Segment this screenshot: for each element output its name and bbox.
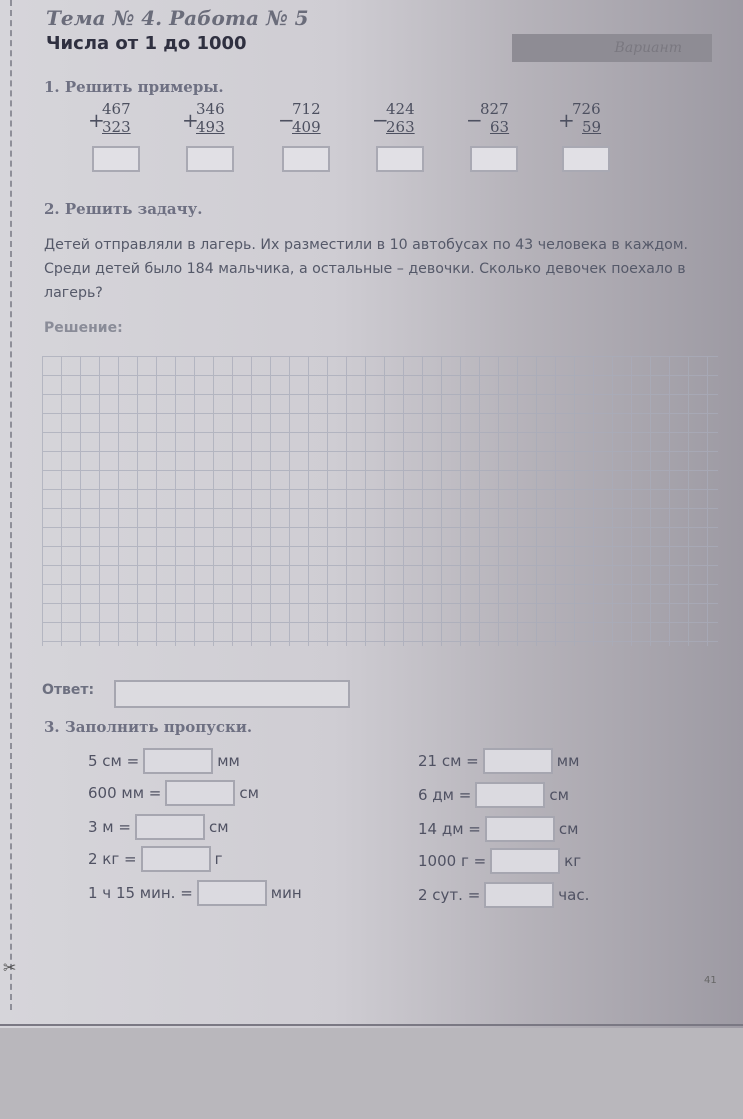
- conversion-lhs: 3 м =: [88, 818, 131, 836]
- conversion-row: [418, 748, 579, 774]
- conversion-input[interactable]: [165, 780, 235, 806]
- example-1: [88, 98, 148, 172]
- example-sign: −: [278, 108, 295, 132]
- cut-line: [10, 0, 12, 1010]
- conversion-lhs: 5 см =: [88, 752, 140, 770]
- conversion-row: [88, 748, 240, 774]
- conversion-input[interactable]: [135, 814, 205, 840]
- example-sign: +: [88, 108, 105, 132]
- conversion-input[interactable]: [141, 846, 211, 872]
- conversion-lhs: 1000 г =: [418, 852, 487, 870]
- book-edge: [0, 1024, 743, 1026]
- conversion-input[interactable]: [485, 816, 555, 842]
- conversion-input[interactable]: [490, 848, 560, 874]
- conversion-unit: г: [214, 850, 223, 868]
- example-5: [466, 98, 526, 172]
- answer-box[interactable]: [186, 146, 234, 172]
- answer-box[interactable]: [92, 146, 140, 172]
- example-2: [182, 98, 242, 172]
- example-operand-a: 827: [480, 100, 509, 118]
- example-operand-a: 712: [292, 100, 321, 118]
- example-operand-b: 493: [196, 118, 225, 136]
- conversion-unit: см: [208, 818, 229, 836]
- example-operand-b: 409: [292, 118, 321, 136]
- conversion-lhs: 1 ч 15 мин. =: [88, 884, 193, 902]
- conversion-input[interactable]: [484, 882, 554, 908]
- example-operand-b: 63: [490, 118, 510, 136]
- example-operand-b: 59: [582, 118, 602, 136]
- example-4: [372, 98, 432, 172]
- conversion-row: [418, 816, 578, 842]
- solution-label: Решение:: [44, 320, 123, 336]
- example-sign: −: [372, 108, 389, 132]
- answer-box[interactable]: [282, 146, 330, 172]
- conversion-row: [418, 882, 589, 908]
- conversion-input[interactable]: [197, 880, 267, 906]
- page-subtitle: Числа от 1 до 1000: [46, 33, 247, 54]
- example-operand-a: 467: [102, 100, 131, 118]
- example-operand-a: 346: [196, 100, 225, 118]
- conversion-unit: кг: [564, 852, 582, 870]
- conversion-lhs: 600 мм =: [88, 784, 162, 802]
- example-operand-a: 424: [386, 100, 415, 118]
- conversion-row: [88, 846, 222, 872]
- example-3: [278, 98, 338, 172]
- conversion-unit: час.: [558, 886, 590, 904]
- conversion-lhs: 2 сут. =: [418, 886, 481, 904]
- page-title: Тема № 4. Работа № 5: [46, 6, 309, 30]
- example-sign: −: [466, 108, 483, 132]
- conversion-unit: мин: [270, 884, 302, 902]
- conversion-unit: мм: [217, 752, 240, 770]
- task3-title: 3. Заполнить пропуски.: [44, 718, 253, 736]
- variant-badge: Вариант: [512, 34, 712, 62]
- example-sign: +: [182, 108, 199, 132]
- answer-input[interactable]: [114, 680, 350, 708]
- example-sign: +: [558, 108, 575, 132]
- page-number: 41: [704, 975, 717, 986]
- example-6: [558, 98, 618, 172]
- conversion-input[interactable]: [475, 782, 545, 808]
- task1-title: 1. Решить примеры.: [44, 78, 224, 96]
- conversion-row: [418, 782, 569, 808]
- conversion-unit: см: [239, 784, 259, 802]
- solution-grid[interactable]: [42, 356, 718, 646]
- conversion-unit: см: [558, 820, 579, 838]
- example-operand-b: 323: [102, 118, 131, 136]
- task2-text: Детей отправляли в лагерь. Их разместили в 10 автобусах по 43 человека в каждом. Среди детей было 184 мальчика, а остальные – девочки. Сколько девочек поехало в лагерь?: [44, 237, 689, 301]
- conversion-input[interactable]: [143, 748, 213, 774]
- conversion-lhs: 6 дм =: [418, 786, 472, 804]
- answer-box[interactable]: [470, 146, 518, 172]
- conversion-input[interactable]: [483, 748, 553, 774]
- example-operand-b: 263: [386, 118, 415, 136]
- conversion-row: [88, 780, 259, 806]
- conversion-lhs: 2 кг =: [88, 850, 137, 868]
- answer-box[interactable]: [562, 146, 610, 172]
- task2-title: 2. Решить задачу.: [44, 200, 203, 218]
- scissors-icon: ✂: [3, 958, 17, 977]
- conversion-row: [88, 814, 229, 840]
- example-operand-a: 726: [572, 100, 601, 118]
- conversion-lhs: 21 см =: [418, 752, 479, 770]
- answer-box[interactable]: [376, 146, 424, 172]
- conversion-unit: см: [549, 786, 569, 804]
- answer-label: Ответ:: [42, 682, 95, 698]
- conversion-unit: мм: [556, 752, 580, 770]
- conversion-lhs: 14 дм =: [418, 820, 481, 838]
- conversion-row: [88, 880, 302, 906]
- conversion-row: [418, 848, 581, 874]
